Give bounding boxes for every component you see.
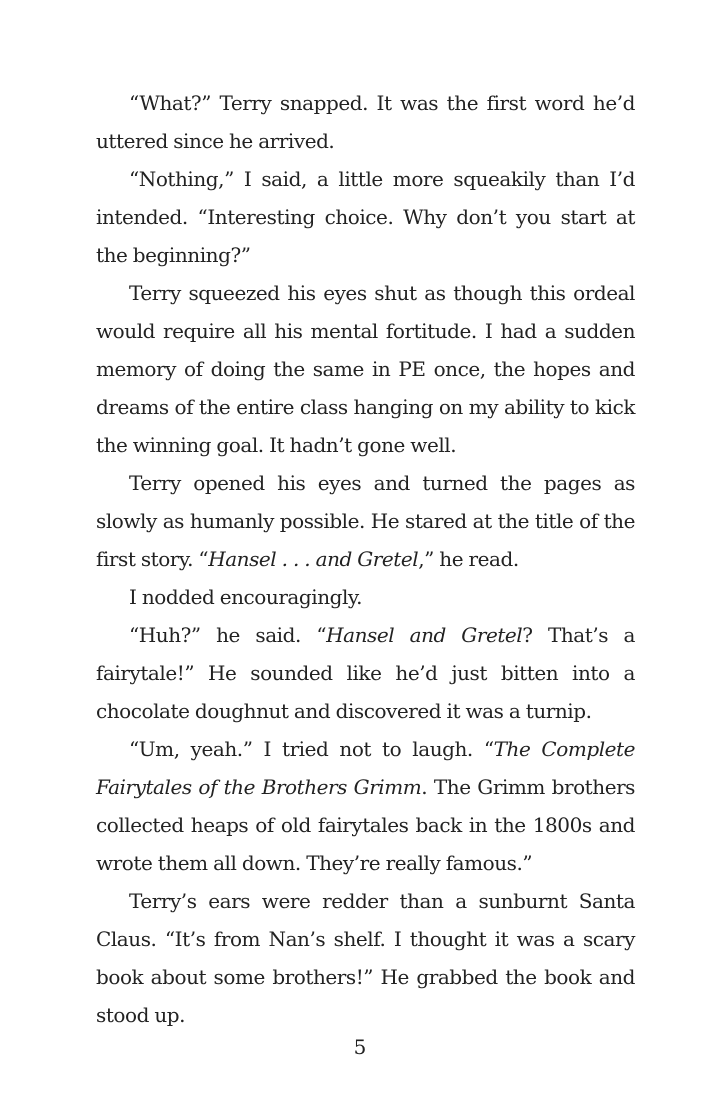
text-run: “Um, yeah.” I tried not to laugh. “ bbox=[129, 737, 494, 761]
text-run: “Nothing,” I said, a little more squeakily than I’d intended. “Interesting choice. Why don’t you start at the beginning?” bbox=[96, 167, 635, 267]
paragraph bbox=[96, 464, 635, 578]
italic-title: Hansel . . . and Gretel bbox=[208, 547, 419, 571]
text-run: “What?” Terry snapped. It was the first word he’d uttered since he arrived. bbox=[96, 91, 635, 153]
paragraph bbox=[96, 730, 635, 882]
text-run: Terry squeezed his eyes shut as though this ordeal would require all his mental fortitude. I had a sudden memory of doing the same in PE once, the hopes and dreams of the entire class hanging on my ability to kick the winning goal. It hadn’t gone well. bbox=[96, 281, 635, 457]
text-run: ,” he read. bbox=[418, 547, 519, 571]
paragraph bbox=[96, 160, 635, 274]
paragraph bbox=[96, 84, 635, 160]
page-number: 5 bbox=[353, 1035, 367, 1059]
paragraph bbox=[96, 882, 635, 1034]
paragraph bbox=[96, 274, 635, 464]
text-run: Terry’s ears were redder than a sunburnt Santa Claus. “It’s from Nan’s shelf. I thought it was a scary book about some brothers!” He grabbed the book and stood up. bbox=[96, 889, 635, 1027]
text-run: . The Grimm brothers collected heaps of old fairytales back in the 1800s and wrote them all down. They’re really famous.” bbox=[96, 775, 635, 875]
text-run: Terry opened his eyes and turned the pages as slowly as humanly possible. He stared at the title of the first story. “ bbox=[96, 471, 635, 571]
italic-title: The Complete Fairytales of the Brothers Grimm bbox=[96, 737, 636, 799]
text-run: I nodded encouragingly. bbox=[129, 585, 363, 609]
paragraph bbox=[96, 616, 635, 730]
body-text bbox=[96, 84, 635, 1034]
paragraph bbox=[96, 578, 635, 616]
text-run: ? That’s a fairytale!” He sounded like he’d just bitten into a chocolate doughnut and discovered it was a turnip. bbox=[96, 623, 635, 723]
italic-title: Hansel and Gretel bbox=[326, 623, 523, 647]
text-run: “Huh?” he said. “ bbox=[129, 623, 327, 647]
